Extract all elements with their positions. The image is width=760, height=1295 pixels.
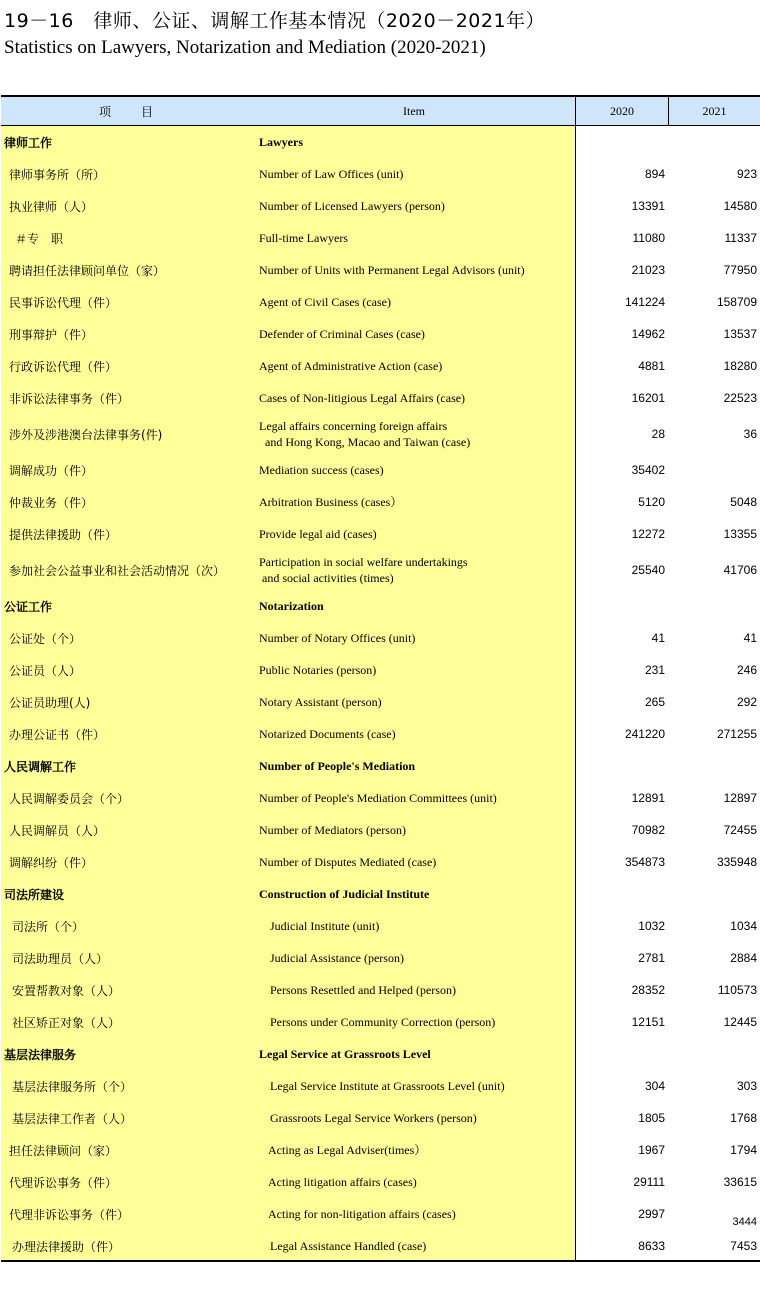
value-2021: 1768 [730, 1111, 757, 1125]
value-2020: 25540 [631, 563, 665, 577]
value-2021: 72455 [723, 823, 757, 837]
item-cn: 基层法律服务所（个） [12, 1079, 133, 1094]
item-cn: 提供法律援助（件） [9, 527, 118, 542]
value-2021: 36 [743, 427, 757, 441]
item-en: Notarization [259, 599, 324, 613]
item-cn: 行政诉讼代理（件） [9, 359, 118, 374]
table-row [1, 942, 760, 974]
table-row [1, 846, 760, 878]
item-en: Public Notaries (person) [259, 663, 377, 677]
value-2021 [669, 590, 757, 622]
value-2020 [576, 878, 665, 910]
year-divider [668, 97, 669, 125]
value-2021 [669, 454, 757, 486]
table-row [1, 1230, 760, 1262]
item-en: Acting as Legal Adviser(times） [268, 1143, 427, 1157]
value-2020: 29111 [633, 1175, 665, 1189]
value-2020: 12891 [631, 791, 665, 805]
statistics-table [1, 95, 760, 1262]
item-en: Number of Mediators (person) [259, 823, 406, 837]
section-row [1, 126, 760, 158]
table-row [1, 382, 760, 414]
value-2021: 158709 [716, 295, 757, 309]
item-en: Lawyers [259, 135, 303, 149]
table-row [1, 318, 760, 350]
value-2020 [576, 590, 665, 622]
item-cn: 公证员助理(人) [9, 695, 91, 710]
item-en: Construction of Judicial Institute [259, 887, 430, 901]
value-2020: 5120 [638, 495, 665, 509]
item-cn: 人民调解委员会（个） [9, 791, 130, 806]
item-cn: 公证处（个） [9, 631, 82, 646]
item-cn: 基层法律服务 [4, 1047, 77, 1062]
value-2020: 70982 [631, 823, 665, 837]
item-en: Legal Service Institute at Grassroots Level (unit) [270, 1079, 505, 1093]
table-row [1, 550, 760, 590]
item-cn: 仲裁业务（件） [9, 495, 94, 510]
item-cn: ＃专 职 [15, 231, 64, 246]
section-row [1, 750, 760, 782]
value-2021: 11337 [724, 231, 757, 245]
item-cn: 非诉讼法律事务（件） [9, 391, 130, 406]
table-row [1, 486, 760, 518]
value-2020: 2781 [638, 951, 665, 965]
value-2021: 1034 [730, 919, 757, 933]
table-row [1, 814, 760, 846]
value-2021: 12897 [723, 791, 757, 805]
item-en: Acting for non-litigation affairs (cases) [268, 1207, 456, 1221]
item-en: Notary Assistant (person) [259, 695, 382, 709]
value-2020: 13391 [631, 199, 665, 213]
value-2020: 241220 [624, 727, 665, 741]
section-row [1, 1038, 760, 1070]
value-2020: 12151 [631, 1015, 665, 1029]
table-row [1, 190, 760, 222]
value-2021: 1794 [730, 1143, 757, 1157]
item-cn: 社区矫正对象（人） [12, 1015, 121, 1030]
table-row [1, 1166, 760, 1198]
value-2020: 354873 [624, 855, 665, 869]
value-2020: 28352 [631, 983, 665, 997]
value-2021: 303 [736, 1079, 757, 1093]
value-2021: 33615 [723, 1175, 757, 1189]
item-en: Number of Notary Offices (unit) [259, 631, 416, 645]
item-cn: 公证工作 [4, 599, 53, 614]
title-english: Statistics on Lawyers, Notarization and Mediation (2020-2021) [4, 37, 486, 58]
item-en: Agent of Civil Cases (case) [259, 295, 391, 309]
value-2021: 271255 [716, 727, 757, 741]
value-2021: 22523 [723, 391, 757, 405]
item-en: Provide legal aid (cases) [259, 527, 377, 541]
header-2021: 2021 [669, 97, 760, 125]
value-2021 [669, 878, 757, 910]
item-cn: 办理法律援助（件） [12, 1239, 121, 1254]
value-2020: 41 [651, 631, 665, 645]
table-row [1, 454, 760, 486]
item-cn: 人民调解工作 [4, 759, 77, 774]
table-row [1, 718, 760, 750]
item-cn: 聘请担任法律顾问单位（家） [9, 263, 166, 278]
item-en: Number of People's Mediation Committees (unit) [259, 791, 497, 805]
value-2020: 141224 [624, 295, 665, 309]
item-en: Defender of Criminal Cases (case) [259, 327, 425, 341]
value-2021: 246 [736, 663, 757, 677]
item-en: Legal Assistance Handled (case) [270, 1239, 427, 1253]
item-cn: 基层法律工作者（人） [12, 1111, 133, 1126]
value-2020: 231 [644, 663, 665, 677]
item-en: Participation in social welfare undertakings and social activities (times) [259, 555, 468, 585]
table-row [1, 654, 760, 686]
value-2021: 41 [743, 631, 757, 645]
item-cn: 安置帮教对象（人） [12, 983, 121, 998]
value-2020: 4881 [638, 359, 665, 373]
value-2021: 292 [736, 695, 757, 709]
value-2021: 7453 [730, 1239, 757, 1253]
value-2020 [576, 126, 665, 158]
item-cn: 公证员（人） [9, 663, 82, 678]
value-2021: 13355 [723, 527, 757, 541]
item-en: Grassroots Legal Service Workers (person) [270, 1111, 477, 1125]
value-2021: 18280 [723, 359, 757, 373]
table-row [1, 222, 760, 254]
table-bottom-rule [1, 1260, 760, 1262]
item-en: Judicial Institute (unit) [270, 919, 380, 933]
value-2021: 3444 [732, 1216, 757, 1228]
item-en: Judicial Assistance (person) [270, 951, 404, 965]
item-cn: 司法助理员（人） [12, 951, 109, 966]
item-en: Number of Disputes Mediated (case) [259, 855, 437, 869]
value-2021: 13537 [723, 327, 757, 341]
title-chinese: 19－16 律师、公证、调解工作基本情况（2020－2021年） [4, 10, 546, 32]
table-row [1, 350, 760, 382]
table-row [1, 1102, 760, 1134]
table-row [1, 974, 760, 1006]
item-cn: 担任法律顾问（家） [9, 1143, 118, 1158]
item-cn: 调解纠纷（件） [9, 855, 94, 870]
table-row [1, 286, 760, 318]
section-row [1, 590, 760, 622]
item-cn: 办理公证书（件） [9, 727, 106, 742]
item-cn: 参加社会公益事业和社会活动情况（次） [9, 563, 226, 578]
item-en: Number of People's Mediation [259, 759, 416, 773]
value-2021 [669, 126, 757, 158]
item-cn: 调解成功（件） [9, 463, 94, 478]
value-2021: 41706 [723, 563, 757, 577]
section-row [1, 878, 760, 910]
table-row [1, 1006, 760, 1038]
item-cn: 涉外及涉港澳台法律事务(件) [9, 427, 163, 442]
table-row [1, 414, 760, 454]
value-2020: 1032 [638, 919, 665, 933]
value-2020: 304 [644, 1079, 665, 1093]
item-en: Number of Law Offices (unit) [259, 167, 404, 181]
item-cn: 代理诉讼事务（件） [9, 1175, 118, 1190]
value-2020: 1967 [638, 1143, 665, 1157]
item-en: Legal affairs concerning foreign affairs and Hong Kong, Macao and Taiwan (case) [259, 419, 471, 449]
value-2021: 923 [736, 167, 757, 181]
value-2020: 1805 [638, 1111, 665, 1125]
value-2021: 5048 [730, 495, 757, 509]
value-2020: 21023 [631, 263, 665, 277]
item-cn: 代理非诉讼事务（件） [9, 1207, 130, 1222]
value-2020: 11080 [632, 231, 665, 245]
item-en: Notarized Documents (case) [259, 727, 396, 741]
item-en: Full-time Lawyers [259, 231, 348, 245]
header-item-cn: 项 目 [1, 97, 253, 125]
value-2021: 335948 [716, 855, 757, 869]
table-row [1, 910, 760, 942]
item-en: Persons Resettled and Helped (person) [270, 983, 456, 997]
item-en: Cases of Non-litigious Legal Affairs (case) [259, 391, 466, 405]
item-cn: 刑事辩护（件） [9, 327, 94, 342]
header-item-en: Item [253, 97, 575, 125]
value-2020: 2997 [638, 1207, 665, 1221]
value-2021: 77950 [723, 263, 757, 277]
value-2020: 12272 [631, 527, 665, 541]
value-2021: 2884 [730, 951, 757, 965]
value-2020: 894 [644, 167, 665, 181]
table-row [1, 518, 760, 550]
value-2021 [669, 1038, 757, 1070]
value-2020: 16201 [631, 391, 665, 405]
value-2020: 8633 [638, 1239, 665, 1253]
value-2020 [576, 750, 665, 782]
item-en: Agent of Administrative Action (case) [259, 359, 443, 373]
item-cn: 律师事务所（所） [9, 167, 106, 182]
value-2021: 14580 [723, 199, 757, 213]
value-2020 [576, 1038, 665, 1070]
table-row [1, 158, 760, 190]
value-2020: 265 [644, 695, 665, 709]
item-cn: 司法所（个） [12, 919, 85, 934]
value-2020: 35402 [631, 463, 665, 477]
table-row [1, 1198, 760, 1230]
item-cn: 人民调解员（人） [9, 823, 106, 838]
value-2021: 110573 [717, 983, 757, 997]
value-2020: 14962 [631, 327, 665, 341]
item-cn: 司法所建设 [4, 887, 65, 902]
item-en: Number of Units with Permanent Legal Advisors (unit) [259, 263, 525, 277]
value-2021: 12445 [723, 1015, 757, 1029]
table-row [1, 622, 760, 654]
value-2020: 28 [651, 427, 665, 441]
value-2021 [669, 750, 757, 782]
item-en: Arbitration Business (cases） [259, 495, 403, 509]
table-row [1, 1134, 760, 1166]
table-row [1, 1070, 760, 1102]
table-row [1, 782, 760, 814]
item-en: Acting litigation affairs (cases) [268, 1175, 417, 1189]
item-cn: 律师工作 [4, 135, 53, 150]
item-en: Number of Licensed Lawyers (person) [259, 199, 445, 213]
item-cn: 民事诉讼代理（件） [9, 295, 118, 310]
item-en: Legal Service at Grassroots Level [259, 1047, 431, 1061]
item-en: Persons under Community Correction (person) [270, 1015, 496, 1029]
table-row [1, 686, 760, 718]
table-row [1, 254, 760, 286]
header-2020: 2020 [576, 97, 668, 125]
item-cn: 执业律师（人） [9, 199, 94, 214]
item-en: Mediation success (cases) [259, 463, 384, 477]
